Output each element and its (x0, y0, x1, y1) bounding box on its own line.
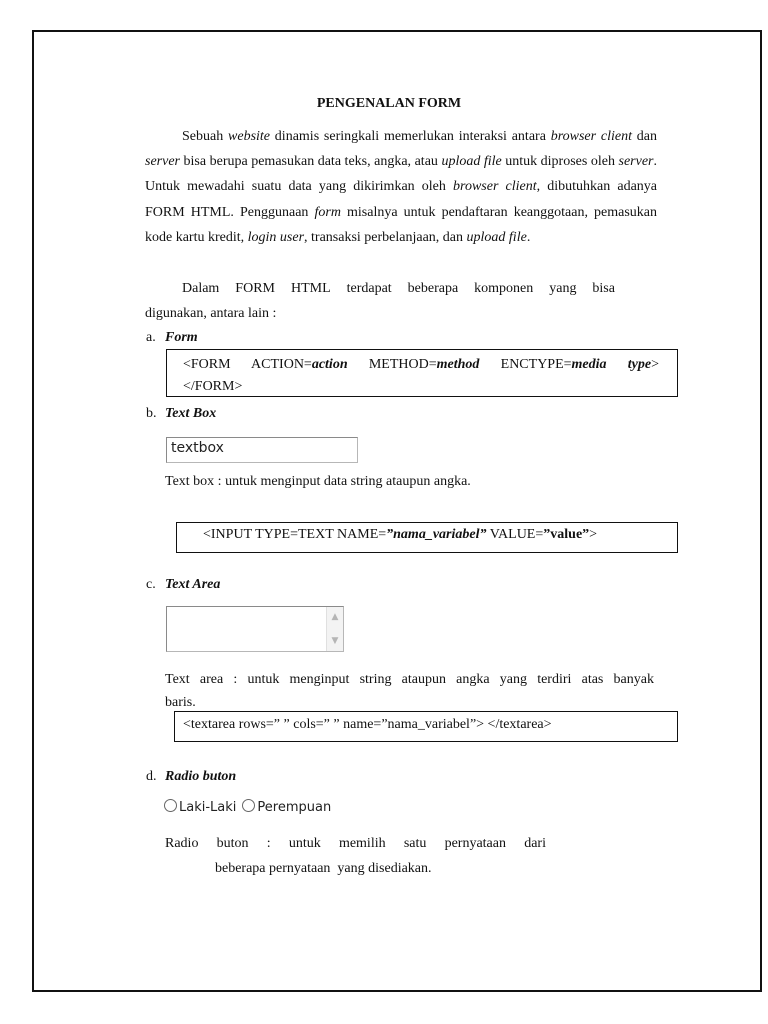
scroll-up-icon[interactable]: ▲ (331, 612, 339, 622)
radio-circle-icon[interactable] (164, 799, 177, 812)
radio-option-perempuan[interactable]: Perempuan (242, 800, 331, 815)
radio-group (164, 799, 331, 815)
form-code-box: <FORM ACTION=action METHOD=method ENCTYPE=media type> </FORM> (166, 349, 678, 397)
section-d-label: d. Radio buton (146, 769, 237, 784)
sample-textbox[interactable]: textbox (166, 437, 358, 463)
textarea-code-box: <textarea rows=” ” cols=” ” name=”nama_variabel”> </textarea> (174, 711, 678, 742)
section-c-label: c. Text Area (146, 577, 221, 592)
sample-textarea[interactable] (166, 606, 344, 652)
radio-description-line1: Radio buton : untuk memilih satu pernyataan dari (165, 836, 546, 851)
page-title: PENGENALAN FORM (316, 96, 462, 111)
radio-option-laki-laki[interactable]: Laki-Laki (164, 800, 236, 815)
textbox-description: Text box : untuk menginput data string ataupun angka. (165, 474, 471, 489)
radio-circle-icon[interactable] (242, 799, 255, 812)
intro-paragraph-2: Dalam FORM HTML terdapat beberapa komponen yang bisa digunakan, antara lain : (145, 281, 615, 322)
scroll-down-icon[interactable]: ▼ (331, 636, 339, 646)
textarea-description: Text area : untuk menginput string ataupun angka yang terdiri atas banyak baris. (165, 672, 654, 710)
intro-paragraph: Sebuah website dinamis seringkali memerlukan interaksi antara browser client dan server bisa berupa pemasukan data teks, angka, atau upload file untuk diproses oleh server. Untuk mewadahi suatu data yang dikirimkan oleh browser client, dibutuhkan adanya FORM HTML. Penggunaan form misalnya untuk pendaftaran keanggotaan, pemasukan kode kartu kredit, login user, transaksi perbelanjaan, dan upload file. (145, 129, 658, 245)
section-b-label: b. Text Box (146, 406, 217, 421)
radio-description-line2: beberapa pernyataan yang disediakan. (215, 861, 432, 876)
section-a-label: a. Form (146, 330, 198, 345)
textbox-code-box: <INPUT TYPE=TEXT NAME=”nama_variabel” VALUE=”value”> (176, 522, 678, 553)
textarea-scrollbar[interactable] (326, 607, 343, 651)
